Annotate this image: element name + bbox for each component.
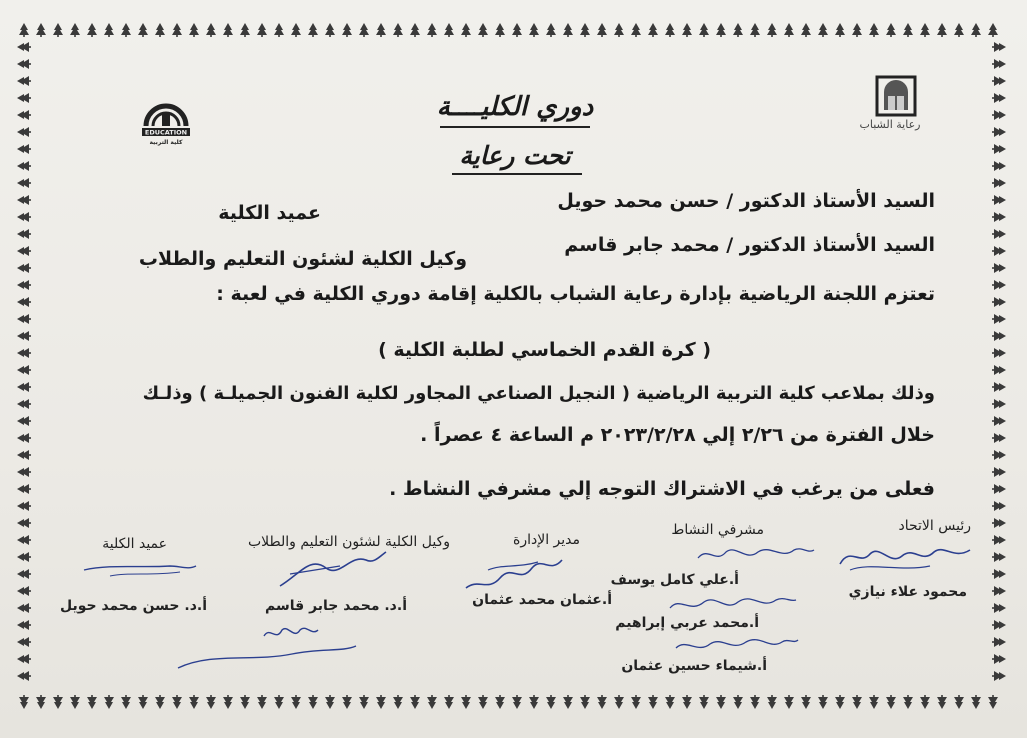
supervisor-name-3: أ.شيماء حسين عثمان <box>621 658 767 674</box>
patron-line-1: السيد الأستاذ الدكتور / حسن محمد حويل <box>557 190 935 212</box>
union-president-signature <box>830 536 980 576</box>
logo-left-text: EDUCATION <box>144 128 188 137</box>
body-line-2: ( كرة القدم الخماسي لطلبة الكلية ) <box>378 339 711 361</box>
supervisor-name-1: أ.علي كامل يوسف <box>610 572 739 588</box>
youth-care-label: رعاية الشباب <box>859 118 921 131</box>
body-line-5: فعلى من يرغب في الاشتراك التوجه إلي مشرفي النشاط . <box>389 478 935 500</box>
vice-dean-name: أ.د. محمد جابر قاسم <box>265 598 407 614</box>
body-line-1: تعتزم اللجنة الرياضية بإدارة رعاية الشباب بالكلية إقامة دوري الكلية في لعبة : <box>216 283 935 305</box>
union-president-name: محمود علاء نيازي <box>848 584 967 600</box>
supervisor-name-2: أ.محمد عربي إبراهيم <box>615 615 759 631</box>
page-subtitle: تحت رعاية <box>459 141 571 170</box>
admin-director-name: أ.عثمان محمد عثمان <box>472 592 612 608</box>
page-title: دوري الكليــــة <box>436 92 594 122</box>
patron-role-1: عميد الكلية <box>218 202 321 224</box>
body-line-4: خلال الفترة من ٢/٢٦ إلي ٢٠٢٣/٢/٢٨ م الساعة ٤ عصراً . <box>420 424 935 446</box>
extra-signature <box>172 622 362 672</box>
union-president-title: رئيس الاتحاد <box>898 518 971 534</box>
logo-left-subtext: كلية التربية <box>149 139 183 146</box>
subtitle-underline <box>452 173 582 175</box>
dean-title: عميد الكلية <box>102 536 167 552</box>
patron-line-2: السيد الأستاذ الدكتور / محمد جابر قاسم <box>564 234 935 256</box>
youth-care-logo <box>874 74 918 118</box>
vice-dean-title: وكيل الكلية لشئون التعليم والطلاب <box>247 534 450 550</box>
admin-director-title: مدير الإدارة <box>512 532 580 548</box>
supervisor-signature-2 <box>660 588 800 620</box>
faculty-of-education-logo <box>138 92 194 148</box>
body-line-3: وذلك بملاعب كلية التربية الرياضية ( النجيل الصناعي المجاور لكلية الفنون الجميلـة ) وذلـك <box>142 383 935 404</box>
admin-director-signature <box>458 548 578 596</box>
title-underline <box>440 126 590 128</box>
dean-signature <box>80 556 200 582</box>
vice-dean-signature <box>270 544 390 594</box>
patron-role-2: وكيل الكلية لشئون التعليم والطلاب <box>138 248 467 270</box>
supervisors-title: مشرفي النشاط <box>671 522 764 538</box>
dean-name: أ.د. حسن محمد حويل <box>59 598 207 614</box>
supervisor-signature-1 <box>690 540 820 570</box>
supervisor-signature-3 <box>670 630 800 660</box>
